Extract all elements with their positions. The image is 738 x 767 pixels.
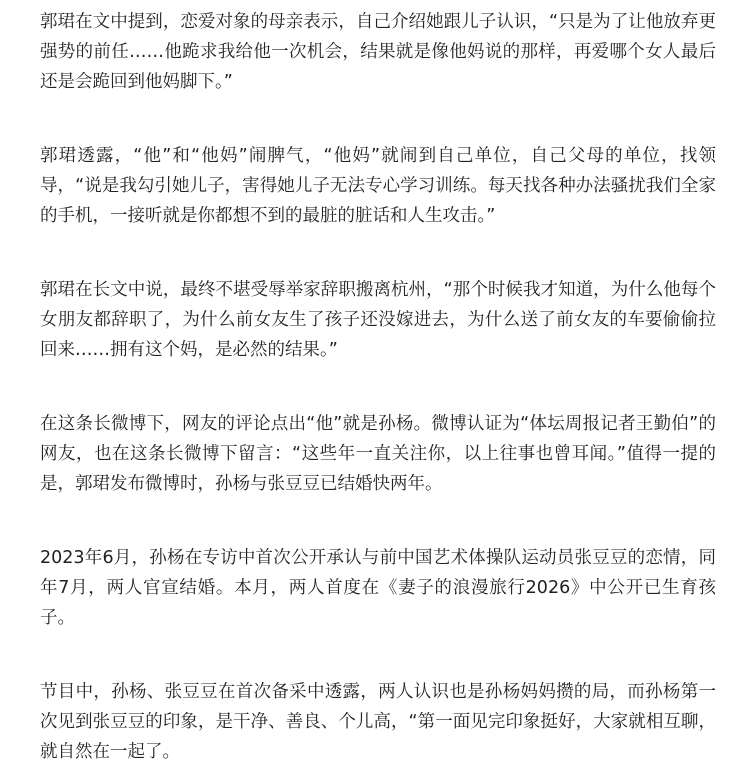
paragraph-4: 在这条长微博下，网友的评论点出“他”就是孙杨。微博认证为“体坛周报记者王勤伯”的网友，也在这条长微博下留言：“这些年一直关注你，以上往事也曾耳闻。”值得一提的是，郭珺发布微博时，孙杨与张豆豆已结婚快两年。 — [40, 414, 716, 494]
paragraph-3: 郭珺在长文中说，最终不堪受辱举家辞职搬离杭州，“那个时候我才知道，为什么他每个女朋友都辞职了，为什么前女友生了孩子还没嫁进去，为什么送了前女友的车要偷偷拉回来……拥有这个妈，是必然的结果。” — [40, 280, 716, 360]
paragraph-5: 2023年6月，孙杨在专访中首次公开承认与前中国艺术体操队运动员张豆豆的恋情，同年7月，两人官宣结婚。本月，两人首度在《妻子的浪漫旅行2026》中公开已生育孩子。 — [40, 548, 716, 628]
paragraph-2: 郭珺透露，“他”和“他妈”闹脾气，“他妈”就闹到自己单位，自己父母的单位，找领导，“说是我勾引她儿子，害得她儿子无法专心学习训练。每天找各种办法骚扰我们全家的手机，一接听就是你都想不到的最脏的脏话和人生攻击。” — [40, 146, 716, 226]
paragraph-6: 节目中，孙杨、张豆豆在首次备采中透露，两人认识也是孙杨妈妈攒的局，而孙杨第一次见到张豆豆的印象，是干净、善良、个儿高，“第一面见完印象挺好，大家就相互聊，就自然在一起了。 — [40, 682, 716, 762]
article-body — [40, 7, 716, 767]
paragraph-1: 郭珺在文中提到，恋爱对象的母亲表示，自己介绍她跟儿子认识，“只是为了让他放弃更强势的前任……他跪求我给他一次机会，结果就是像他妈说的那样，再爱哪个女人最后还是会跪回到他妈脚下。” — [40, 12, 716, 92]
